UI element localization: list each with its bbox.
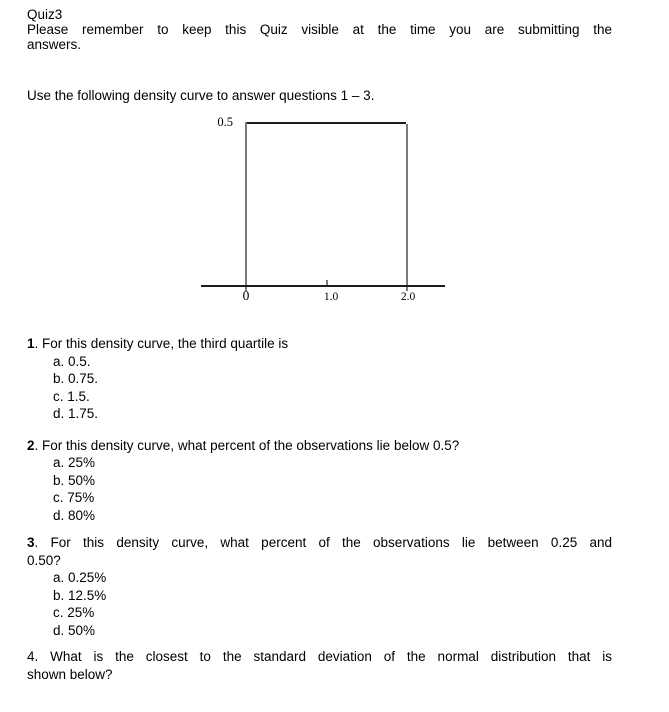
curve-top-line — [245, 122, 406, 124]
intro-line-1: Please remember to keep this Quiz visible at the time you are submitting the — [27, 22, 612, 37]
x-tick-label-0: 0 — [242, 288, 250, 303]
question-4-stem: What is the closest to the standard deviation of the normal distribution that is — [38, 649, 612, 664]
question-3-option-c: c. 25% — [53, 605, 95, 620]
question-3-number: 3 — [27, 535, 35, 550]
question-2-text — [27, 437, 612, 455]
question-1 — [27, 335, 612, 423]
question-3 — [27, 534, 612, 639]
question-2-option-b: b. 50% — [53, 472, 96, 488]
question-2-option-d: d. 80% — [53, 507, 96, 523]
question-2-option-a: a. 25% — [53, 455, 96, 470]
question-4-text-line2: shown below? — [27, 666, 113, 682]
question-1-number: 1 — [27, 336, 35, 351]
page-title: Quiz3 — [27, 7, 63, 22]
x-tick-label-2: 2.0 — [400, 291, 416, 303]
question-2-options — [53, 454, 612, 524]
question-3-option-d: d. 50% — [53, 622, 96, 638]
question-1-options — [53, 353, 612, 423]
question-1-option-d: d. 1.75. — [53, 406, 99, 421]
question-1-option-b: b. 0.75. — [53, 371, 99, 386]
density-curve-figure — [27, 103, 612, 308]
question-2-number: 2 — [27, 437, 35, 453]
question-3-stem: . For this density curve, what percent of the observations lie between 0.25 and — [34, 535, 612, 550]
question-2-option-c: c. 75% — [53, 490, 95, 505]
x-tick-label-1: 1.0 — [323, 291, 339, 303]
instruction-text: Use the following density curve to answer questions 1 – 3. — [27, 88, 375, 103]
question-3-option-b: b. 12.5% — [53, 587, 107, 603]
question-3-text-line2: 0.50? — [27, 552, 61, 568]
question-1-stem: . For this density curve, the third quartile is — [34, 336, 289, 351]
question-3-options — [53, 569, 612, 639]
curve-left-line — [245, 122, 247, 291]
question-2 — [27, 437, 612, 525]
question-3-text — [27, 534, 612, 552]
question-4-number: 4. — [27, 649, 39, 664]
question-4 — [27, 648, 612, 683]
intro-line-2: answers. — [27, 37, 82, 52]
question-4-text — [27, 648, 612, 666]
question-3-option-a: a. 0.25% — [53, 570, 107, 585]
curve-right-line — [406, 124, 408, 291]
y-axis-label: 0.5 — [217, 115, 233, 129]
intro-paragraph — [27, 22, 612, 52]
question-2-stem: . For this density curve, what percent of the observations lie below 0.5? — [34, 437, 460, 453]
x-axis-tick-1 — [326, 280, 328, 285]
question-1-option-a: a. 0.5. — [53, 353, 91, 369]
question-1-text — [27, 335, 612, 353]
question-1-option-c: c. 1.5. — [53, 388, 90, 404]
x-axis-line — [201, 285, 445, 287]
